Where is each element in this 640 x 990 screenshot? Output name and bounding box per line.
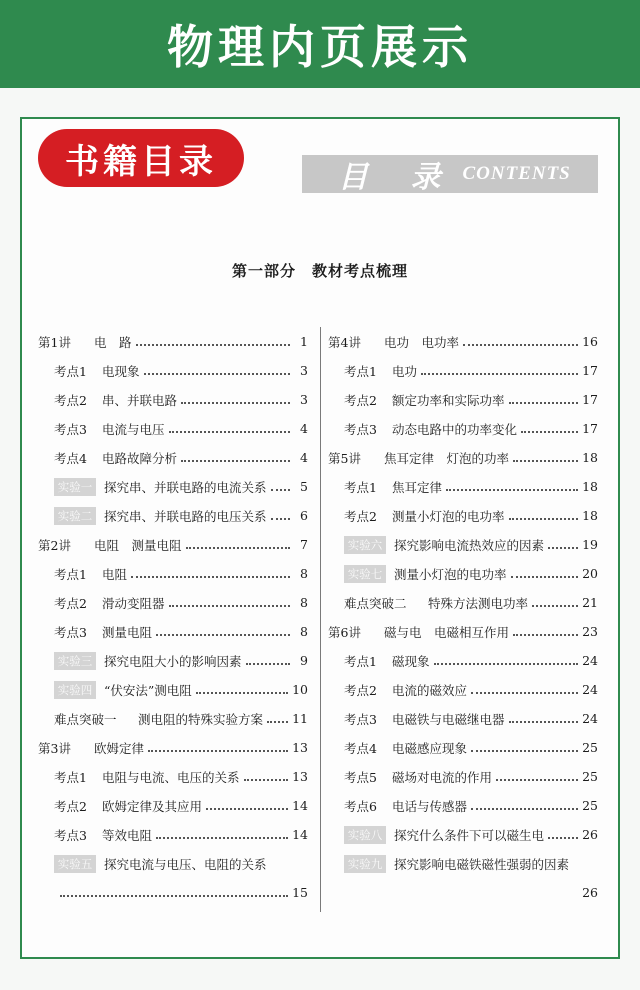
toc-entry-experiment[interactable] <box>328 849 598 878</box>
toc-entry[interactable] <box>38 791 308 820</box>
entry-title: 额定功率和实际功率 <box>392 392 505 408</box>
entry-title: 电磁铁与电磁继电器 <box>392 711 505 727</box>
entry-page: 25 <box>582 769 598 784</box>
entry-code: 第3讲 <box>38 740 71 756</box>
entry-title: 测量电阻 <box>102 624 153 640</box>
entry-code: 难点突破一 <box>54 711 117 727</box>
toc-entry[interactable] <box>328 327 598 356</box>
toc-entry[interactable] <box>38 414 308 443</box>
toc-entry[interactable] <box>38 356 308 385</box>
contents-heading-zh: 目 录 <box>338 160 457 195</box>
column-divider <box>320 327 321 912</box>
entry-title: 电流与电压 <box>102 421 165 437</box>
toc-column-left <box>38 327 308 907</box>
toc-entry-experiment[interactable] <box>38 849 308 878</box>
entry-code: 考点2 <box>54 798 87 814</box>
entry-page: 8 <box>300 624 308 639</box>
entry-code: 考点2 <box>54 392 87 408</box>
entry-page: 18 <box>582 450 598 465</box>
entry-title: 磁与电 电磁相互作用 <box>384 624 510 640</box>
entry-page: 17 <box>582 363 598 378</box>
entry-page: 24 <box>582 682 598 697</box>
entry-page: 4 <box>300 450 308 465</box>
entry-title: 磁现象 <box>392 653 430 669</box>
entry-page: 4 <box>300 421 308 436</box>
toc-entry-continuation <box>38 878 308 907</box>
entry-page: 9 <box>300 653 308 668</box>
entry-code: 考点3 <box>344 421 377 437</box>
toc-entry-experiment[interactable] <box>38 675 308 704</box>
entry-page: 20 <box>582 566 598 581</box>
entry-code: 第1讲 <box>38 334 71 350</box>
entry-page: 7 <box>300 537 308 552</box>
toc-entry-experiment[interactable] <box>328 820 598 849</box>
entry-title: 电阻 <box>102 566 128 582</box>
banner-title: 物理内页展示 <box>167 20 473 74</box>
part-title: 第一部分 教材考点梳理 <box>231 262 408 280</box>
toc-entry[interactable] <box>38 530 308 559</box>
entry-title: 测量小灯泡的电功率 <box>394 566 507 582</box>
toc-entry[interactable] <box>328 791 598 820</box>
entry-page: 18 <box>582 479 598 494</box>
entry-page: 13 <box>292 769 308 784</box>
entry-page: 25 <box>582 740 598 755</box>
toc-entry[interactable] <box>328 617 598 646</box>
toc-entry[interactable] <box>328 704 598 733</box>
entry-title: 电现象 <box>102 363 140 379</box>
entry-page: 8 <box>300 595 308 610</box>
toc-entry[interactable] <box>38 820 308 849</box>
entry-page: 26 <box>582 885 598 900</box>
entry-title: 电功 <box>392 363 418 379</box>
entry-code: 第6讲 <box>328 624 361 640</box>
toc-entry[interactable] <box>38 588 308 617</box>
experiment-badge: 实验三 <box>54 652 96 670</box>
entry-code: 考点1 <box>54 769 87 785</box>
contents-heading <box>302 155 598 193</box>
experiment-badge: 实验五 <box>54 855 96 873</box>
entry-title: 探究什么条件下可以磁生电 <box>394 827 545 843</box>
entry-page: 21 <box>582 595 598 610</box>
entry-title: 探究串、并联电路的电压关系 <box>104 508 267 524</box>
entry-title: 电流的磁效应 <box>392 682 468 698</box>
entry-code: 考点1 <box>54 363 87 379</box>
experiment-badge: 实验一 <box>54 478 96 496</box>
toc-entry[interactable] <box>38 733 308 762</box>
entry-page: 5 <box>300 479 308 494</box>
toc-entry[interactable] <box>38 704 308 733</box>
toc-entry[interactable] <box>38 327 308 356</box>
entry-code: 考点1 <box>344 479 377 495</box>
entry-code: 难点突破二 <box>344 595 407 611</box>
entry-title: 探究串、并联电路的电流关系 <box>104 479 267 495</box>
entry-title: 电阻与电流、电压的关系 <box>102 769 240 785</box>
entry-page: 17 <box>582 392 598 407</box>
toc-entry-experiment[interactable] <box>38 472 308 501</box>
entry-page: 14 <box>292 798 308 813</box>
entry-page: 18 <box>582 508 598 523</box>
entry-page: 10 <box>292 682 308 697</box>
entry-page: 3 <box>300 363 308 378</box>
entry-title: 电路故障分析 <box>102 450 178 466</box>
entry-page: 24 <box>582 653 598 668</box>
toc-entry-experiment[interactable] <box>328 530 598 559</box>
entry-page: 1 <box>300 334 308 349</box>
entry-page: 16 <box>582 334 598 349</box>
entry-page: 15 <box>292 885 308 900</box>
entry-title: 等效电阻 <box>102 827 153 843</box>
toc-entry-experiment[interactable] <box>328 559 598 588</box>
toc-entry-experiment[interactable] <box>38 501 308 530</box>
entry-code: 考点1 <box>344 363 377 379</box>
toc-entry[interactable] <box>328 675 598 704</box>
toc-entry[interactable] <box>328 762 598 791</box>
entry-code: 考点6 <box>344 798 377 814</box>
entry-title: 焦耳定律 灯泡的功率 <box>384 450 510 466</box>
toc-entry[interactable] <box>38 443 308 472</box>
toc-entry[interactable] <box>328 443 598 472</box>
entry-code: 考点2 <box>54 595 87 611</box>
experiment-badge: 实验六 <box>344 536 386 554</box>
entry-title: “伏安法”测电阻 <box>104 682 192 698</box>
entry-page: 17 <box>582 421 598 436</box>
toc-entry[interactable] <box>328 414 598 443</box>
entry-title: 串、并联电路 <box>102 392 178 408</box>
entry-title: 探究影响电磁铁磁性强弱的因素 <box>394 856 570 872</box>
entry-code: 第4讲 <box>328 334 361 350</box>
entry-title: 探究影响电流热效应的因素 <box>394 537 545 553</box>
toc-entry[interactable] <box>328 356 598 385</box>
entry-title: 欧姆定律及其应用 <box>102 798 203 814</box>
entry-title: 测量小灯泡的电功率 <box>392 508 505 524</box>
entry-title: 电功 电功率 <box>384 334 460 350</box>
entry-title: 电话与传感器 <box>392 798 468 814</box>
experiment-badge: 实验九 <box>344 855 386 873</box>
entry-page: 8 <box>300 566 308 581</box>
entry-code: 考点5 <box>344 769 377 785</box>
entry-code: 考点3 <box>54 624 87 640</box>
entry-code: 考点1 <box>54 566 87 582</box>
entry-code: 考点2 <box>344 508 377 524</box>
toc-entry[interactable] <box>328 472 598 501</box>
entry-code: 考点3 <box>344 711 377 727</box>
entry-code: 第2讲 <box>38 537 71 553</box>
contents-heading-en: CONTENTS <box>462 163 571 184</box>
section-label: 书籍目录 <box>65 141 217 182</box>
entry-page: 25 <box>582 798 598 813</box>
experiment-badge: 实验四 <box>54 681 96 699</box>
section-label-pill <box>38 129 244 187</box>
experiment-badge: 实验八 <box>344 826 386 844</box>
toc-entry[interactable] <box>328 733 598 762</box>
entry-title: 测电阻的特殊实验方案 <box>138 711 264 727</box>
entry-title: 欧姆定律 <box>94 740 145 756</box>
entry-page: 26 <box>582 827 598 842</box>
toc-frame <box>20 117 620 959</box>
entry-title: 动态电路中的功率变化 <box>392 421 518 437</box>
entry-title: 磁场对电流的作用 <box>392 769 493 785</box>
entry-title: 特殊方法测电功率 <box>428 595 529 611</box>
toc-entry[interactable] <box>38 559 308 588</box>
page-banner <box>0 0 640 88</box>
toc-entry[interactable] <box>328 501 598 530</box>
entry-page: 11 <box>292 711 308 726</box>
entry-page: 24 <box>582 711 598 726</box>
entry-title: 滑动变阻器 <box>102 595 165 611</box>
toc-column-right <box>328 327 598 907</box>
toc-entry[interactable] <box>38 385 308 414</box>
entry-code: 考点3 <box>54 827 87 843</box>
entry-title: 电 路 <box>94 334 132 350</box>
entry-title: 焦耳定律 <box>392 479 443 495</box>
entry-code: 考点4 <box>344 740 377 756</box>
toc-entry-experiment[interactable] <box>38 646 308 675</box>
toc-entry[interactable] <box>328 588 598 617</box>
entry-title: 电阻 测量电阻 <box>94 537 182 553</box>
entry-page: 13 <box>292 740 308 755</box>
experiment-badge: 实验七 <box>344 565 386 583</box>
entry-page: 19 <box>582 537 598 552</box>
toc-entry[interactable] <box>328 646 598 675</box>
entry-code: 第5讲 <box>328 450 361 466</box>
toc-entry[interactable] <box>38 617 308 646</box>
entry-code: 考点1 <box>344 653 377 669</box>
entry-title: 探究电流与电压、电阻的关系 <box>104 856 267 872</box>
experiment-badge: 实验二 <box>54 507 96 525</box>
entry-code: 考点2 <box>344 682 377 698</box>
entry-code: 考点2 <box>344 392 377 408</box>
entry-code: 考点4 <box>54 450 87 466</box>
toc-entry[interactable] <box>328 385 598 414</box>
entry-page: 3 <box>300 392 308 407</box>
entry-page: 14 <box>292 827 308 842</box>
entry-code: 考点3 <box>54 421 87 437</box>
toc-entry[interactable] <box>38 762 308 791</box>
entry-page: 23 <box>582 624 598 639</box>
toc-entry-continuation <box>328 878 598 907</box>
entry-title: 探究电阻大小的影响因素 <box>104 653 242 669</box>
entry-title: 电磁感应现象 <box>392 740 468 756</box>
entry-page: 6 <box>300 508 308 523</box>
